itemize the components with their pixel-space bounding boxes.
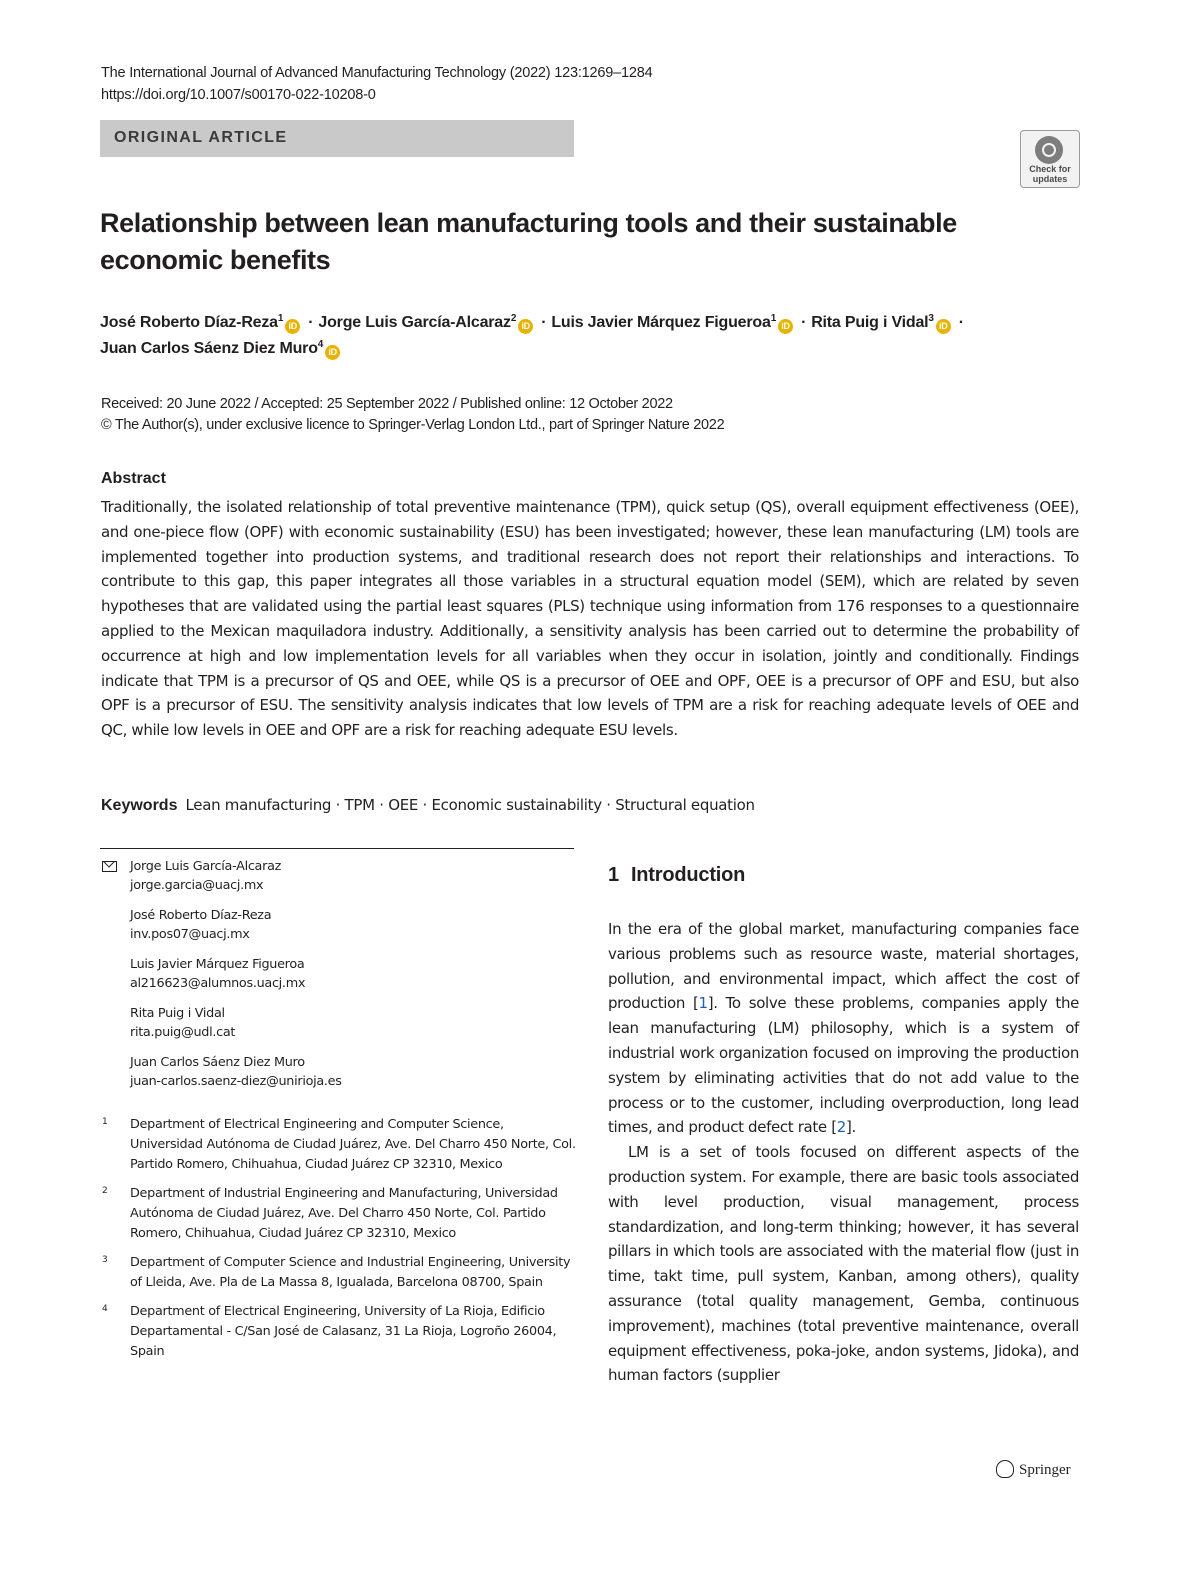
crossmark-icon xyxy=(1035,136,1063,164)
publication-dates xyxy=(101,394,724,436)
orcid-icon[interactable]: iD xyxy=(518,319,533,334)
author-list: José Roberto Díaz-Reza$^1$iD · Jorge Luis García-Alcaraz$^2$iD · Luis Javier Márquez Figueroa$^1$iD · Rita Puig i Vidal$^3$iD · Juan Carlos Sáenz Diez Muro$^4$iD xyxy=(100,310,1090,362)
keywords-label: Keywords xyxy=(101,797,178,814)
contact-name: Rita Puig i Vidal xyxy=(130,1006,225,1021)
contact-entry xyxy=(100,857,580,895)
citation-link[interactable]: 2 xyxy=(836,1118,846,1137)
contact-entry xyxy=(100,1053,580,1091)
affiliation xyxy=(100,1302,580,1362)
orcid-icon[interactable]: iD xyxy=(325,345,340,360)
article-type-banner xyxy=(100,120,574,157)
contact-email[interactable]: al216623@alumnos.uacj.mx xyxy=(130,976,306,991)
affiliation-number: 2 xyxy=(102,1186,108,1196)
contact-email[interactable]: rita.puig@udl.cat xyxy=(130,1025,236,1040)
contact-name: Juan Carlos Sáenz Diez Muro xyxy=(130,1055,305,1070)
publisher-name: Springer xyxy=(1019,1462,1071,1478)
copyright-line: © The Author(s), under exclusive licence to Springer-Verlag London Ltd., part of Springer Nature 2022 xyxy=(101,417,725,433)
contact-name: José Roberto Díaz-Reza xyxy=(130,908,272,923)
contact-email[interactable]: jorge.garcia@uacj.mx xyxy=(130,878,264,893)
contact-list xyxy=(100,857,580,1102)
check-for-updates-label: Check for updates xyxy=(1029,164,1071,184)
paragraph: LM is a set of tools focused on different aspects of the production system. For example, there are basic tools associated with level production, visual management, process standardization, and long-term thinking; however, it has several pillars in which tools are associated with the material flow (just in time, takt time, pull system, Kanban, among others), quality assurance (total quality management, Gemba, continuous improvement), machines (total preventive maintenance, overall equipment effectiveness, poka-joke, andon systems, Jidoka), and human factors (supplier xyxy=(608,1143,1079,1385)
author[interactable]: José Roberto Díaz-Reza$^1$ xyxy=(100,313,284,331)
orcid-icon[interactable]: iD xyxy=(778,319,793,334)
doi-link[interactable]: https://doi.org/10.1007/s00170-022-10208-0 xyxy=(101,87,376,103)
section-heading-introduction xyxy=(608,864,745,887)
affiliation-text: Department of Industrial Engineering and Manufacturing, Universidad Autónoma de Ciudad Juárez, Ave. Del Charro 450 Norte, Col. Partido Romero, Chihuahua, Ciudad Juárez CP 32310, Mexico xyxy=(130,1186,558,1241)
author[interactable]: Juan Carlos Sáenz Diez Muro$^4$ xyxy=(100,339,324,357)
keywords-list: Lean manufacturing · TPM · OEE · Economic sustainability · Structural equation xyxy=(185,796,755,814)
affiliation-number: 1 xyxy=(102,1117,108,1127)
section-number: 1 xyxy=(608,864,619,886)
affiliation-text: Department of Electrical Engineering and Computer Science, Universidad Autónoma de Ciudad Juárez, Ave. Del Charro 450 Norte, Col. Partido Romero, Chihuahua, Ciudad Juárez CP 32310, Mexico xyxy=(130,1117,576,1172)
publisher-footer xyxy=(996,1460,1071,1479)
check-for-updates-badge[interactable] xyxy=(1020,130,1080,188)
journal-citation: The International Journal of Advanced Manufacturing Technology (2022) 123:1269–1284 xyxy=(101,65,653,81)
affiliation xyxy=(100,1184,580,1244)
article-type: ORIGINAL ARTICLE xyxy=(114,129,288,146)
citation-link[interactable]: 1 xyxy=(698,994,708,1013)
envelope-icon xyxy=(102,861,117,872)
journal-header xyxy=(101,62,652,106)
keywords xyxy=(101,793,755,818)
introduction-body xyxy=(608,917,1079,1388)
orcid-icon[interactable]: iD xyxy=(285,319,300,334)
affiliation-text: Department of Electrical Engineering, University of La Rioja, Edificio Departamental - C/San José de Calasanz, 31 La Rioja, Logroño 26004, Spain xyxy=(130,1304,557,1359)
contact-email[interactable]: juan-carlos.saenz-diez@unirioja.es xyxy=(130,1074,342,1089)
contact-entry xyxy=(100,955,580,993)
section-title: Introduction xyxy=(630,864,746,886)
contact-entry xyxy=(100,1004,580,1042)
orcid-icon[interactable]: iD xyxy=(936,319,951,334)
affiliation-number: 3 xyxy=(102,1255,108,1265)
affiliation-number: 4 xyxy=(102,1304,108,1314)
author[interactable]: Luis Javier Márquez Figueroa$^1$ xyxy=(551,313,777,331)
contact-name: Jorge Luis García-Alcaraz xyxy=(130,859,282,874)
abstract-text: Traditionally, the isolated relationship of total preventive maintenance (TPM), quick setup (QS), overall equipment effectiveness (OEE), and one-piece flow (OPF) with economic sustainability (ESU) has been investigated; however, these lean manufacturing (LM) tools are implemented together into production systems, and traditional research does not report their relationships and interactions. To contribute to this gap, this paper integrates all those variables in a structural equation model (SEM), which are related by seven hypotheses that are validated using the partial least squares (PLS) technique using information from 176 responses to a questionnaire applied to the Mexican maquiladora industry. Additionally, a sensitivity analysis has been carried out to determine the probability of occurrence at high and low implementation levels for all variables when they occur in isolation, jointly and conditionally. Findings indicate that TPM is a precursor of QS and OEE, while QS is a precursor of OEE and OPF, OEE is a precursor of OPF and ESU, but also OPF is a precursor of ESU. The sensitivity analysis indicates that low levels of TPM are a risk for reaching adequate levels of OEE and QC, while low levels in OEE and OPF are a risk for reaching adequate ESU levels. xyxy=(101,498,1079,740)
contact-entry xyxy=(100,906,580,944)
paragraph: In the era of the global market, manufacturing companies face various problems such as resource waste, material shortages, pollution, and environmental impact, which affect the cost of production [1]. To solve these problems, companies apply the lean manufacturing (LM) philosophy, which is a system of industrial work organization focused on improving the production system by eliminating activities that do not add value to the process or to the customer, including overproduction, long lead times, and product defect rate [2]. xyxy=(608,920,1080,1137)
springer-logo-icon xyxy=(996,1460,1014,1478)
footnote-divider xyxy=(100,848,574,849)
contact-name: Luis Javier Márquez Figueroa xyxy=(130,957,305,972)
affiliation-text: Department of Computer Science and Industrial Engineering, University of Lleida, Ave. Pla de La Massa 8, Igualada, Barcelona 08700, Spain xyxy=(130,1255,571,1290)
affiliation xyxy=(100,1115,580,1175)
paper-title: Relationship between lean manufacturing tools and their sustainable economic benefits xyxy=(100,208,957,275)
author[interactable]: Jorge Luis García-Alcaraz$^2$ xyxy=(318,313,517,331)
history-dates: Received: 20 June 2022 / Accepted: 25 September 2022 / Published online: 12 October 2022 xyxy=(101,396,673,412)
affiliation xyxy=(100,1253,580,1293)
contact-email[interactable]: inv.pos07@uacj.mx xyxy=(130,927,250,942)
abstract-heading: Abstract xyxy=(101,470,166,487)
author[interactable]: Rita Puig i Vidal$^3$ xyxy=(811,313,934,331)
affiliation-list xyxy=(100,1115,580,1371)
